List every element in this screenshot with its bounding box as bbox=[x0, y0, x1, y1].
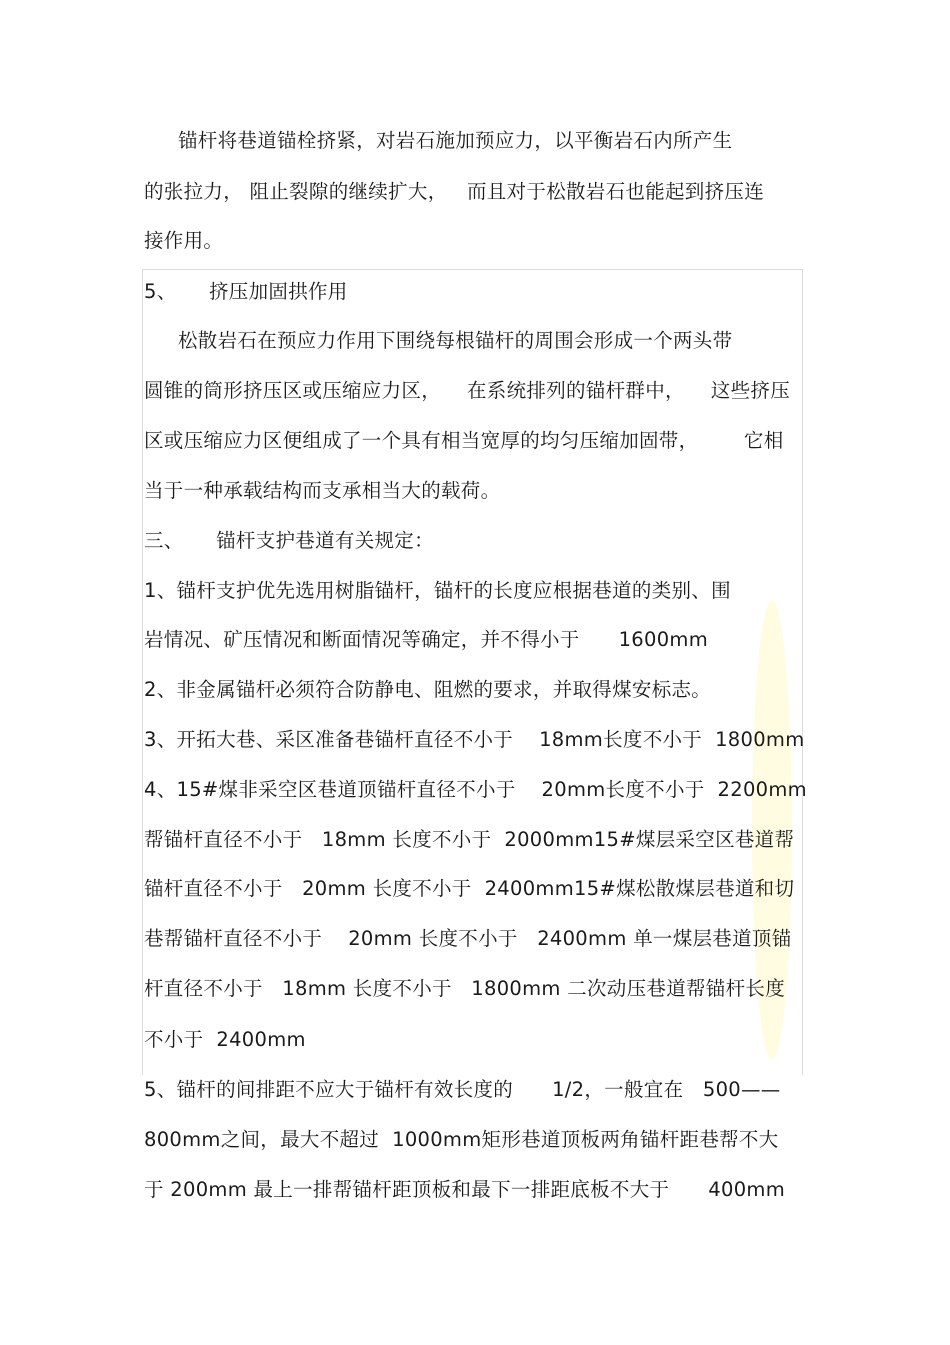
list-item: 巷帮锚杆直径不小于 20mm 长度不小于 2400mm 单一煤层巷道顶锚 bbox=[144, 927, 792, 950]
paragraph-line: 圆锥的筒形挤压区或压缩应力区， 在系统排列的锚杆群中， 这些挤压 bbox=[144, 379, 790, 402]
list-item: 于 200mm 最上一排帮锚杆距顶板和最下一排距底板不大于 400mm bbox=[144, 1178, 786, 1201]
list-item: 不小于 2400mm bbox=[144, 1028, 306, 1051]
paragraph-line: 的张拉力， 阻止裂隙的继续扩大， 而且对于松散岩石也能起到挤压连 bbox=[144, 180, 764, 203]
list-item: 2、非金属锚杆必须符合防静电、阻燃的要求，并取得煤安标志。 bbox=[144, 678, 712, 701]
paragraph-line: 锚杆将巷道锚栓挤紧，对岩石施加预应力，以平衡岩石内所产生 bbox=[178, 129, 733, 152]
list-item: 岩情况、矿压情况和断面情况等确定，并不得小于 1600mm bbox=[144, 628, 709, 651]
list-item: 800mm之间，最大不超过 1000mm矩形巷道顶板两角锚杆距巷帮不大 bbox=[144, 1128, 779, 1151]
list-item: 杆直径不小于 18mm 长度不小于 1800mm 二次动压巷道帮锚杆长度 bbox=[144, 977, 786, 1000]
section-heading: 5、 挤压加固拱作用 bbox=[144, 280, 348, 303]
list-item: 3、开拓大巷、采区准备巷锚杆直径不小于 18mm长度不小于 1800mm bbox=[144, 728, 805, 751]
paragraph-line: 区或压缩应力区便组成了一个具有相当宽厚的均匀压缩加固带， 它相 bbox=[144, 429, 784, 452]
list-item: 锚杆直径不小于 20mm 长度不小于 2400mm15#煤松散煤层巷道和切 bbox=[144, 877, 795, 900]
paragraph-line: 接作用。 bbox=[144, 229, 224, 252]
paragraph-line: 松散岩石在预应力作用下围绕每根锚杆的周围会形成一个两头带 bbox=[178, 329, 733, 352]
paragraph-line: 当于一种承载结构而支承相当大的载荷。 bbox=[144, 479, 501, 502]
list-item: 5、锚杆的间排距不应大于锚杆有效长度的 1/2，一般宜在 500—— bbox=[144, 1078, 781, 1101]
list-item: 1、锚杆支护优先选用树脂锚杆，锚杆的长度应根据巷道的类别、围 bbox=[144, 579, 731, 602]
list-item: 4、15#煤非采空区巷道顶锚杆直径不小于 20mm长度不小于 2200mm bbox=[144, 778, 807, 801]
section-heading: 三、 锚杆支护巷道有关规定： bbox=[144, 529, 434, 552]
list-item: 帮锚杆直径不小于 18mm 长度不小于 2000mm15#煤层采空区巷道帮 bbox=[144, 828, 795, 851]
